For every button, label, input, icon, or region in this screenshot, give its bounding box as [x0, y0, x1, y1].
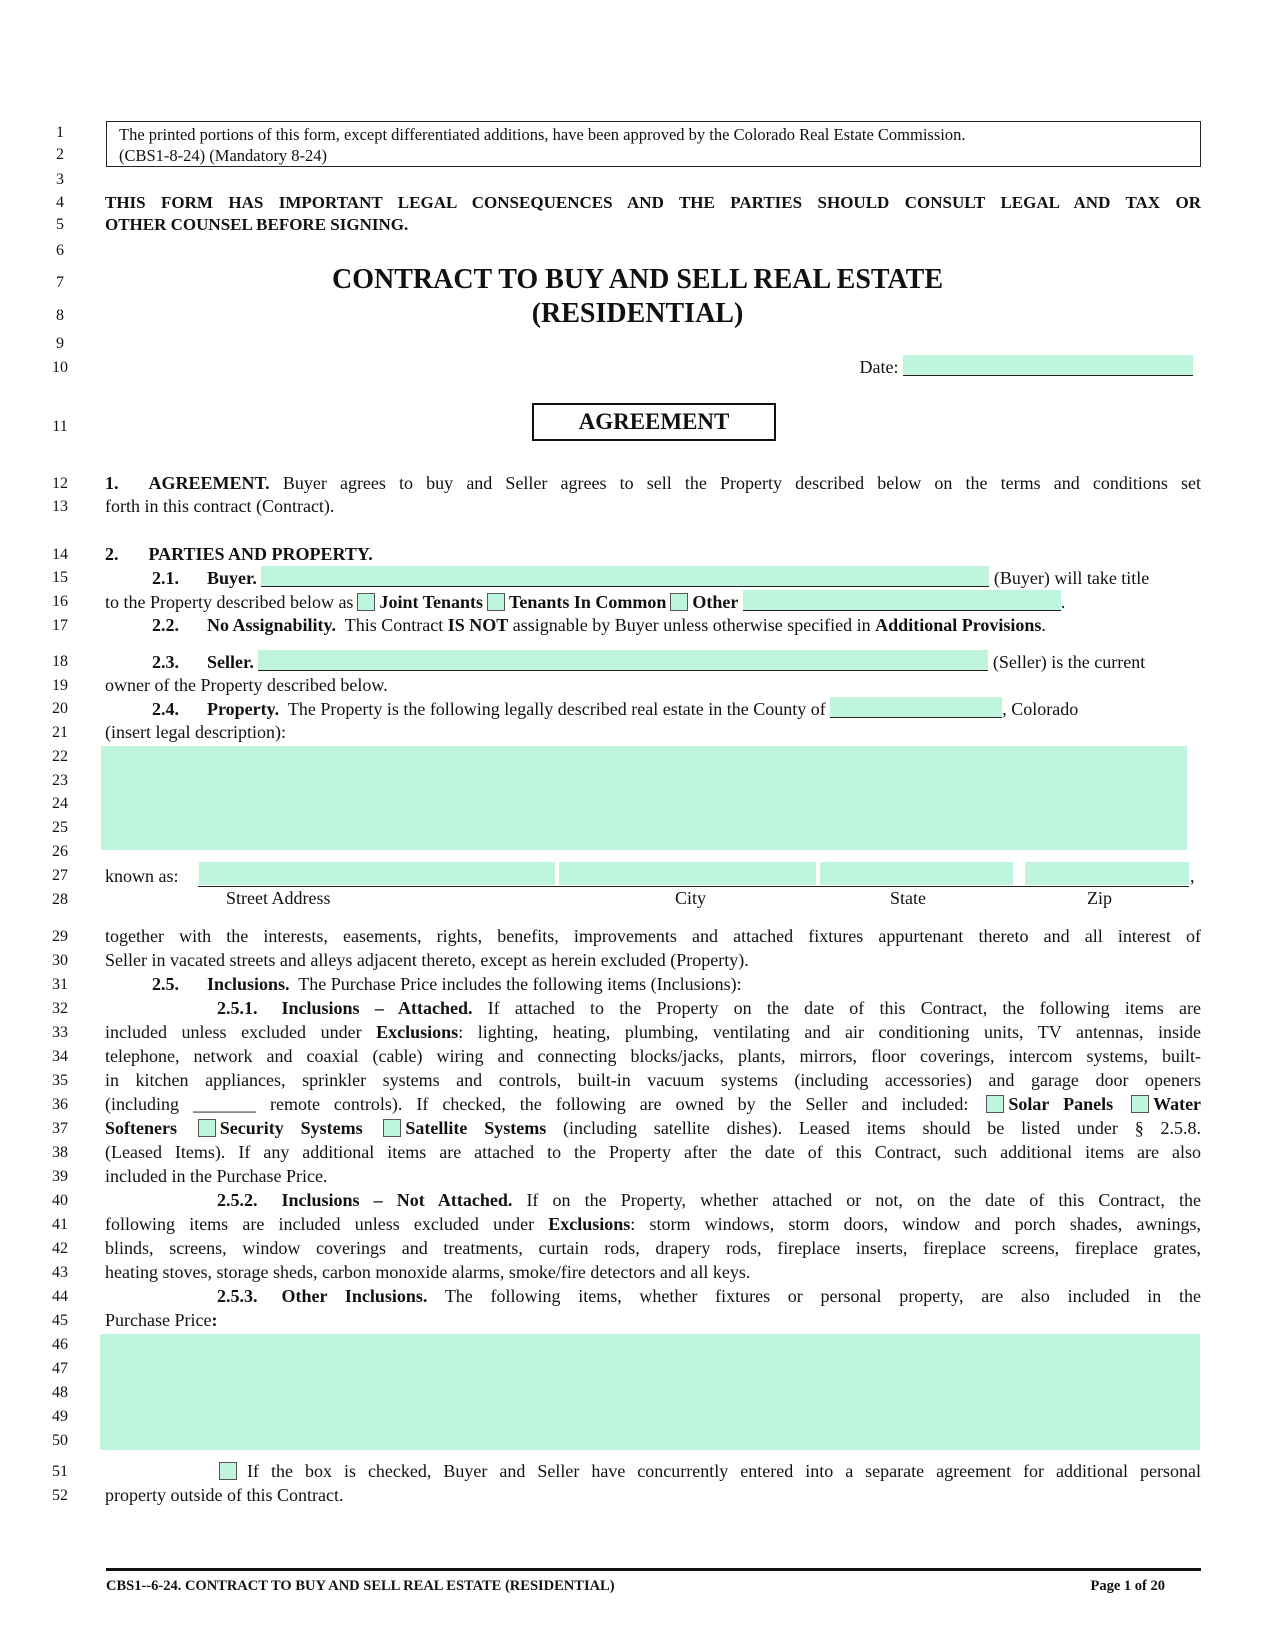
seller-label: Seller.: [207, 652, 254, 672]
seller-name-field[interactable]: [258, 650, 988, 671]
other-inclusions-text: The following items, whether fixtures or personal property, are also included in the: [444, 1286, 1201, 1306]
line-36: (including _______ remote controls). If checked, the following are owned by the Seller and included: Solar Panels Water: [105, 1094, 1202, 1114]
section-2-4-number: 2.4.: [152, 699, 179, 719]
line-number: 17: [52, 617, 68, 634]
approval-line-2: (CBS1-8-24) (Mandatory 8-24): [119, 146, 328, 165]
property-text: The Property is the following legally described real estate in the County of: [287, 699, 826, 719]
street-address-caption: Street Address: [226, 888, 331, 908]
zip-field[interactable]: [1025, 862, 1189, 885]
section-1-line-2: forth in this contract (Contract).: [105, 496, 335, 516]
line-number: 7: [56, 274, 64, 291]
line-number: 8: [56, 307, 64, 324]
no-assignability-label: No Assignability.: [207, 615, 337, 635]
line-number: 50: [52, 1432, 68, 1449]
line-number: 47: [52, 1360, 68, 1377]
footer-page-number: Page 1 of 20: [1090, 1578, 1165, 1594]
additional-provisions-text: Additional Provisions: [875, 615, 1042, 635]
water-softeners-checkbox[interactable]: [1131, 1095, 1149, 1113]
line-number: 37: [52, 1120, 68, 1137]
line-number: 27: [52, 867, 68, 884]
line-number: 2: [56, 146, 64, 163]
line-45: Purchase Price:: [105, 1310, 218, 1330]
line-number: 40: [52, 1192, 68, 1209]
line-number: 46: [52, 1336, 68, 1353]
section-2-number: 2.: [105, 544, 119, 564]
line-number: 6: [56, 242, 64, 259]
line-37: Softeners Security Systems Satellite Systems (including satellite dishes). Leased items should be listed under § 2.5.8.: [105, 1118, 1202, 1138]
line-39: included in the Purchase Price.: [105, 1166, 328, 1186]
line-number: 1: [56, 124, 64, 141]
line-number: 31: [52, 976, 68, 993]
buyer-label: Buyer.: [207, 568, 257, 588]
seller-line-2: owner of the Property described below.: [105, 675, 388, 695]
joint-tenants-checkbox[interactable]: [357, 593, 375, 611]
city-field[interactable]: [559, 862, 816, 885]
other-inclusions-label: Other Inclusions.: [281, 1286, 428, 1306]
legal-description-label: (insert legal description):: [105, 722, 286, 742]
line-number: 14: [52, 546, 68, 563]
title-options-row: to the Property described below as Joint Tenants Tenants In Common Other .: [105, 592, 1066, 612]
zip-caption: Zip: [1087, 888, 1112, 908]
line-number: 18: [52, 653, 68, 670]
tenants-in-common-checkbox[interactable]: [487, 593, 505, 611]
line-number: 48: [52, 1384, 68, 1401]
line-38: (Leased Items). If any additional items are attached to the Property after the date of this Contract, such additional items are also: [105, 1142, 1201, 1162]
line-41: following items are included unless excluded under Exclusions: storm windows, storm doors, window and porch shades, awnings,: [105, 1214, 1201, 1234]
line-number: 3: [56, 171, 64, 188]
together-line-2: Seller in vacated streets and alleys adjacent thereto, except as herein excluded (Property).: [105, 950, 749, 970]
line-number: 21: [52, 724, 68, 741]
line-number: 11: [52, 418, 68, 435]
inclusions-not-attached-label: Inclusions – Not Attached.: [281, 1190, 513, 1210]
section-1-line-1: [105, 472, 1201, 495]
line-number: 25: [52, 819, 68, 836]
softeners-label: Softeners: [105, 1118, 177, 1138]
line-33: included unless excluded under Exclusions: lighting, heating, plumbing, ventilating and air conditioning units, TV antennas, inside: [105, 1022, 1202, 1042]
section-2-heading-row: [105, 543, 1201, 566]
line-number: 4: [56, 194, 64, 211]
line-number: 33: [52, 1024, 68, 1041]
satellite-systems-label: Satellite Systems: [405, 1118, 547, 1138]
inclusions-text: The Purchase Price includes the following items (Inclusions):: [298, 974, 742, 994]
warning-line-2: OTHER COUNSEL BEFORE SIGNING.: [105, 215, 409, 234]
section-2-2-number: 2.2.: [152, 615, 179, 635]
line-35: in kitchen appliances, sprinkler systems and controls, built-in vacuum systems (including accessories) and garage door openers: [105, 1070, 1201, 1090]
line-42: blinds, screens, window coverings and treatments, curtain rods, drapery rods, fireplace inserts, fireplace screens, fireplace grates,: [105, 1238, 1201, 1258]
title-intro-text: to the Property described below as: [105, 592, 354, 612]
known-as-label: known as:: [105, 866, 179, 886]
section-2-5-3-number: 2.5.3.: [217, 1286, 258, 1306]
legal-description-field[interactable]: [101, 746, 1187, 850]
line-number: 19: [52, 677, 68, 694]
line-number: 42: [52, 1240, 68, 1257]
line-43: heating stoves, storage sheds, carbon monoxide alarms, smoke/fire detectors and all keys.: [105, 1262, 751, 1282]
line-number: 12: [52, 475, 68, 492]
section-2-1-number: 2.1.: [152, 568, 179, 588]
section-1-heading: AGREEMENT.: [148, 473, 270, 493]
state-caption: State: [890, 888, 926, 908]
line-number: 51: [52, 1463, 68, 1480]
line-number: 29: [52, 928, 68, 945]
line-number: 28: [52, 891, 68, 908]
inclusions-attached-row: [105, 997, 1201, 1020]
line-number: 32: [52, 1000, 68, 1017]
street-address-field[interactable]: [199, 862, 555, 885]
line-number: 5: [56, 216, 64, 233]
inclusions-label: Inclusions.: [207, 974, 290, 994]
section-2-3-number: 2.3.: [152, 652, 179, 672]
line-number: 49: [52, 1408, 68, 1425]
page-title: CONTRACT TO BUY AND SELL REAL ESTATE: [331, 264, 943, 295]
is-not-text: IS NOT: [447, 615, 509, 635]
line-number: 43: [52, 1264, 68, 1281]
property-row: [105, 697, 1201, 721]
line-number: 52: [52, 1487, 68, 1504]
date-row: [105, 355, 1201, 379]
together-line-1: together with the interests, easements, rights, benefits, improvements and attached fixtures appurtenant thereto and all interest of: [105, 926, 1201, 946]
date-field[interactable]: [903, 355, 1193, 376]
section-2-5-2-number: 2.5.2.: [217, 1190, 258, 1210]
other-inclusions-row: [105, 1285, 1201, 1308]
property-label: Property.: [207, 699, 280, 719]
inclusions-row: [105, 973, 1201, 996]
line-number: 24: [52, 795, 68, 812]
seller-row: [105, 650, 1201, 674]
other-inclusions-field[interactable]: [100, 1334, 1200, 1450]
section-2-5-number: 2.5.: [152, 974, 179, 994]
line-number: 36: [52, 1096, 68, 1113]
line-number: 9: [56, 335, 64, 352]
water-label: Water: [1153, 1094, 1202, 1114]
separate-agreement-checkbox[interactable]: [219, 1462, 237, 1480]
line-number: 13: [52, 498, 68, 515]
line-number: 41: [52, 1216, 68, 1233]
line-number: 45: [52, 1312, 68, 1329]
remote-controls-count-field[interactable]: _______: [192, 1094, 256, 1114]
buyer-name-field[interactable]: [261, 566, 989, 587]
line-number: 35: [52, 1072, 68, 1089]
tenants-in-common-label: Tenants In Common: [508, 592, 667, 612]
county-field[interactable]: [830, 697, 1002, 718]
inclusions-attached-text: If attached to the Property on the date of this Contract, the following items are: [487, 998, 1201, 1018]
line-number: 20: [52, 700, 68, 717]
colorado-text: , Colorado: [1002, 699, 1079, 719]
footer-rule: [106, 1568, 1201, 1571]
buyer-row: [105, 566, 1201, 590]
section-2-heading: PARTIES AND PROPERTY.: [148, 544, 373, 564]
solar-panels-checkbox[interactable]: [986, 1095, 1004, 1113]
seller-current-text: (Seller) is the current: [992, 652, 1146, 672]
other-checkbox[interactable]: [670, 593, 688, 611]
joint-tenants-label: Joint Tenants: [379, 592, 483, 612]
no-assignability-row: 2.2. No Assignability. This Contract IS NOT assignable by Buyer unless otherwise specified in Additional Provisions.: [152, 615, 1046, 635]
agreement-heading: AGREEMENT: [532, 403, 776, 441]
line-number: 16: [52, 593, 68, 610]
buyer-title-text: (Buyer) will take title: [993, 568, 1150, 588]
inclusions-not-attached-text: If on the Property, whether attached or not, on the date of this Contract, the: [526, 1190, 1202, 1210]
line-number: 30: [52, 952, 68, 969]
city-caption: City: [675, 888, 707, 908]
line-number: 15: [52, 569, 68, 586]
line-34: telephone, network and coaxial (cable) wiring and connecting blocks/jacks, plants, mirrors, floor coverings, intercom systems, built-: [105, 1046, 1201, 1066]
other-title-field[interactable]: [743, 590, 1061, 611]
inclusions-attached-label: Inclusions – Attached.: [281, 998, 473, 1018]
line-number: 10: [52, 359, 68, 376]
line-51: If the box is checked, Buyer and Seller have concurrently entered into a separate agreement for additional personal: [105, 1460, 1201, 1483]
approval-notice-box: [106, 121, 1201, 167]
warning-line-1: THIS FORM HAS IMPORTANT LEGAL CONSEQUENCES AND THE PARTIES SHOULD CONSULT LEGAL AND TAX OR: [105, 193, 1201, 212]
line-number: 23: [52, 772, 68, 789]
footer-form-id: CBS1--6-24. CONTRACT TO BUY AND SELL REAL ESTATE (RESIDENTIAL): [106, 1578, 615, 1594]
line-number: 44: [52, 1288, 68, 1305]
state-field[interactable]: [820, 862, 1013, 885]
date-label: Date:: [859, 357, 899, 377]
solar-panels-label: Solar Panels: [1008, 1094, 1114, 1114]
other-label: Other: [692, 592, 739, 612]
inclusions-not-attached-row: [105, 1189, 1201, 1212]
line-52: property outside of this Contract.: [105, 1485, 344, 1505]
section-1-text: Buyer agrees to buy and Seller agrees to sell the Property described below on the terms and conditions set: [282, 473, 1202, 493]
line-number: 22: [52, 748, 68, 765]
section-2-5-1-number: 2.5.1.: [217, 998, 258, 1018]
security-systems-checkbox[interactable]: [198, 1119, 216, 1137]
exclusions-ref: Exclusions: [376, 1022, 459, 1042]
section-1-number: 1.: [105, 473, 119, 493]
satellite-systems-checkbox[interactable]: [383, 1119, 401, 1137]
exclusions-ref-2: Exclusions: [548, 1214, 631, 1234]
no-assignability-text-b: assignable by Buyer unless otherwise specified in: [512, 615, 871, 635]
line-number: 38: [52, 1144, 68, 1161]
line-number: 34: [52, 1048, 68, 1065]
page-subtitle: (RESIDENTIAL): [531, 298, 744, 329]
line-number: 26: [52, 843, 68, 860]
approval-line-1: The printed portions of this form, except differentiated additions, have been approved by the Colorado Real Estate Commission.: [119, 125, 966, 144]
no-assignability-text-a: This Contract: [344, 615, 444, 635]
security-systems-label: Security Systems: [219, 1118, 363, 1138]
line-number: 39: [52, 1168, 68, 1185]
